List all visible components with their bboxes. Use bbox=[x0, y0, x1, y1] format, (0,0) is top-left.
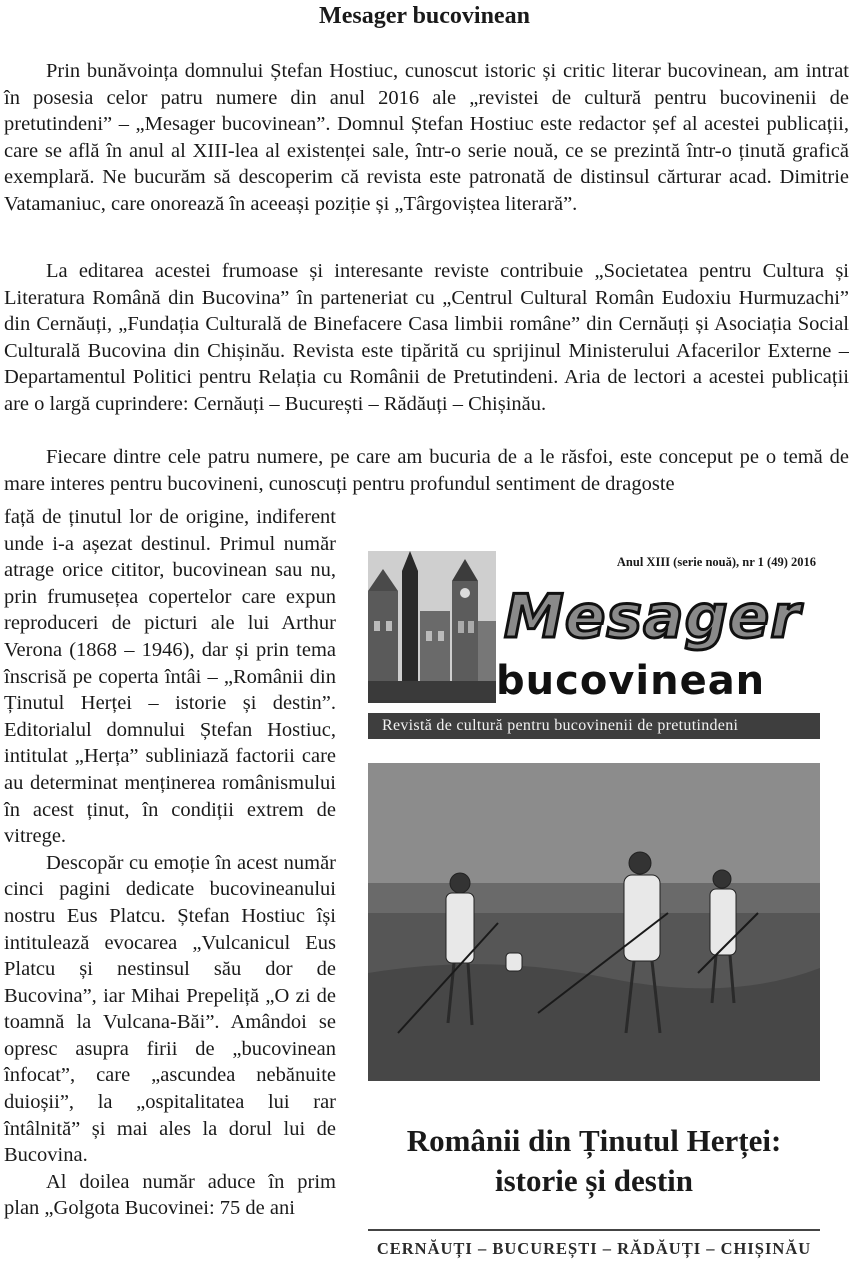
cover-brand-line2: bucovinean bbox=[496, 658, 766, 704]
page-title: Mesager bucovinean bbox=[319, 3, 530, 29]
cover-building-photo bbox=[368, 551, 496, 703]
paragraph-issues-start: Fiecare dintre cele patru numere, pe care am bucuria de a le răsfoi, este conceput pe o temă de mare interes pentru bucovineni, cunoscuți pentru profundul sentiment de dragoste bbox=[4, 446, 849, 495]
cover-tagline-band: Revistă de cultură pentru bucovinenii de pretutindeni bbox=[368, 713, 820, 739]
paragraph-intro: Prin bunăvoința domnului Ștefan Hostiuc, cunoscut istoric și critic literar bucovinean, am intrat în posesia celor patru numere din anul 2016 ale „revistei de cultură pentru bucovinenii de pretutindeni” – „Mesager bucovinean”. Domnul Ștefan Hostiuc este redactor șef al acestei publicații, care se află în anul al XIII-lea al existenței sale, într-o serie nouă, ce se prezintă într-o ținută grafică exemplară. Ne bucurăm să descoperim că revista este patronată de distinsul cărturar acad. Dimitrie Vatamaniuc, care onorează în aceeași poziție și „Târgoviștea literară”. bbox=[4, 60, 849, 215]
cover-painting-reapers bbox=[368, 763, 820, 1081]
paragraph-eus-platcu: Descopăr cu emoție în acest număr cinci pagini dedicate bucovineanului nostru Eus Platcu. Ștefan Hostiuc își intitulează evocarea „Vulcanicul Eus Platcu și nestinsul său dor de Bucovina”, iar Mihai Prepeliță „O zi de toamnă la Vulcana-Băi”. Amândoi se opresc asupra firii de „bucovinean înfocat”, care „ascundea nebănuite duioșii”, la „ospitalitatea lui rar întâlnită” și mai ales la dorul lui de Bucovina. bbox=[4, 851, 336, 1167]
left-text-column bbox=[4, 504, 336, 1222]
cover-brand-line1: Mesager bbox=[504, 582, 801, 652]
cover-headline-line2: istorie și destin bbox=[494, 1163, 694, 1198]
paragraph-partners: La editarea acestei frumoase și interesante reviste contribuie „Societatea pentru Cultura și Literatura Română din Bucovina” în parteneriat cu „Centrul Cultural Român Eudoxiu Hurmuzachi” din Cernăuți, „Fundația Culturală de Binefacere Casa limbii române” din Cernăuți și Asociația Social Culturală Bucovina din Chișinău. Revista este tipărită cu sprijinul Ministerului Afacerilor Externe – Departamentul Politici pentru Relația cu Românii de Pretutindeni. Aria de lectori a acestei publicații are o largă cuprindere: Cernăuți – București – Rădăuți – Chișinău. bbox=[4, 260, 849, 415]
cover-headline bbox=[368, 1121, 820, 1201]
paragraph-second-issue: Al doilea număr aduce în prim plan „Golgota Bucovinei: 75 de ani bbox=[4, 1170, 336, 1220]
cover-divider bbox=[368, 1229, 820, 1231]
cover-cities: CERNĂUȚI – BUCUREȘTI – RĂDĂUȚI – CHIȘINĂU bbox=[376, 1239, 812, 1258]
cover-issue-number: Anul XIII (serie nouă), nr 1 (49) 2016 bbox=[616, 555, 816, 569]
paragraph-first-issue: față de ținutul lor de origine, indiferent unde i-a așezat destinul. Primul număr atrage orice cititor, bucovinean sau nu, prin frumusețea copertelor care expun reproduceri de picturi ale lui Arthur Verona (1868 – 1946), dar și prin tema înscrisă pe coperta întâi – „Românii din Ținutul Herței – istorie și destin”. Editorialul domnului Ștefan Hostiuc, intitulat „Herța” subliniază factorii care au determinat menținerea românismului în acest ținut, în condiții extrem de vitrege. bbox=[4, 506, 336, 848]
magazine-cover-image bbox=[368, 545, 820, 1270]
cover-headline-line1: Românii din Ținutul Herței: bbox=[406, 1123, 782, 1158]
